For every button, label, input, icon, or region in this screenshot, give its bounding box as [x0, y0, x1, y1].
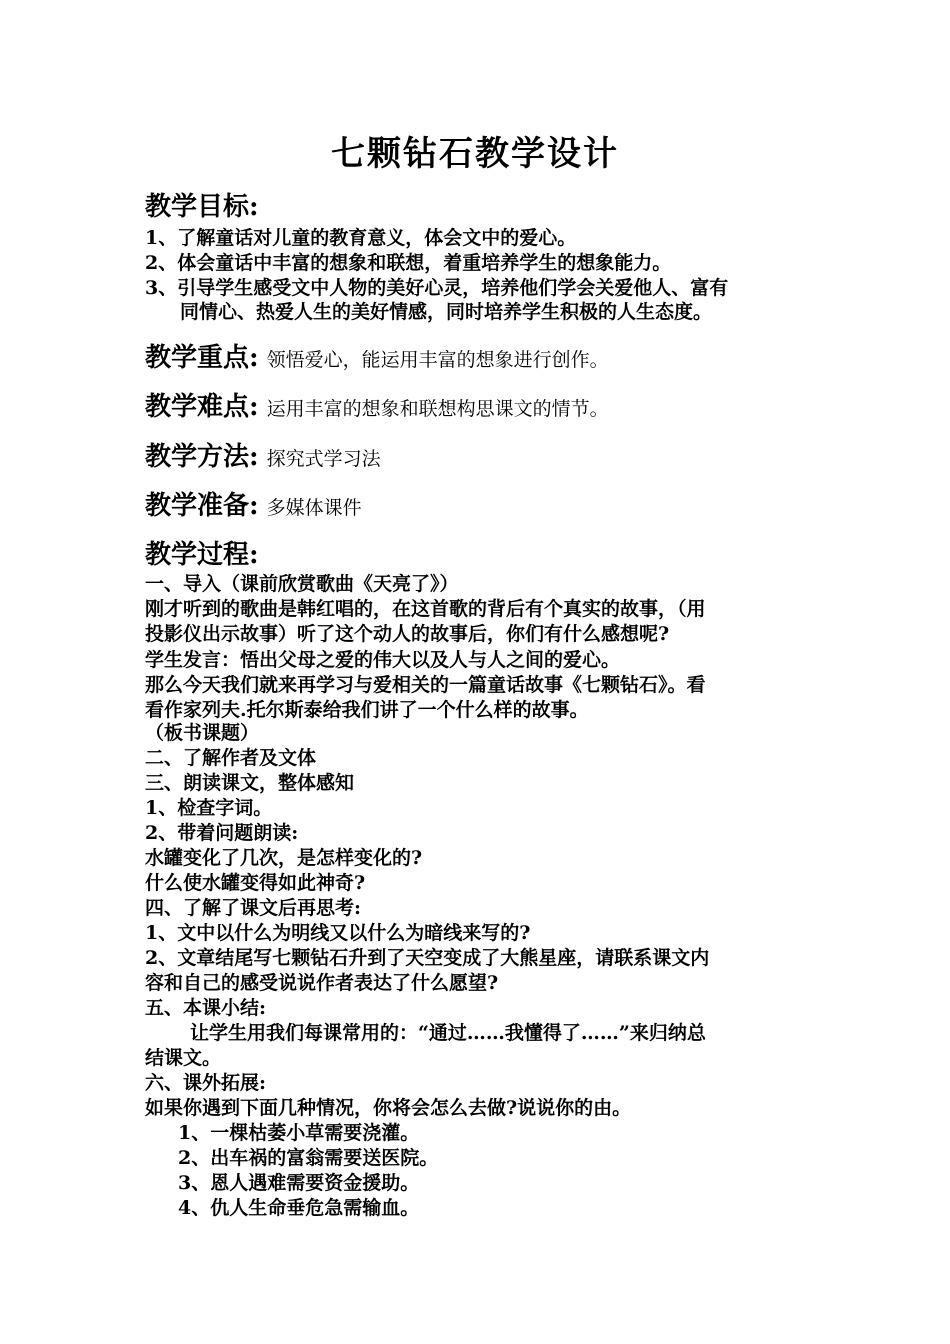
method-row: [145, 436, 381, 473]
process-line: 投影仪出示故事）听了这个动人的故事后，你们有什么感想呢?: [145, 623, 670, 645]
goal-item: 2、体会童话中丰富的想象和联想，着重培养学生的想象能力。: [145, 252, 672, 274]
difficulty-text: 运用丰富的想象和联想构思课文的情节。: [266, 398, 609, 420]
process-line: 什么使水罐变得如此神奇?: [145, 872, 366, 894]
process-line: 2、出车祸的富翁需要送医院。: [178, 1147, 439, 1169]
key-point-text: 领悟爱心，能运用丰富的想象进行创作。: [266, 349, 609, 371]
goals-heading: 教学目标:: [145, 192, 259, 222]
process-line: 3、恩人遇难需要资金援助。: [178, 1172, 420, 1194]
preparation-text: 多媒体课件: [266, 497, 362, 519]
process-line: 那么今天我们就来再学习与爱相关的一篇童话故事《七颗钻石》。看: [145, 674, 706, 696]
process-line: 1、文中以什么为明线又以什么为暗线来写的?: [145, 922, 531, 944]
process-line: 2、文章结尾写七颗钻石升到了天空变成了大熊星座，请联系课文内: [145, 947, 710, 969]
process-line: 结课文。: [145, 1047, 222, 1069]
process-line: 看作家列夫.托尔斯泰给我们讲了一个什么样的故事。: [145, 699, 589, 721]
goal-item: 3、引导学生感受文中人物的美好心灵，培养他们学会关爱他人、富有: [145, 277, 729, 299]
process-line: 四、了解了课文后再思考:: [145, 897, 362, 919]
process-line: 让学生用我们每课常用的：“通过……我懂得了……”来归纳总: [190, 1022, 706, 1044]
goal-item: 同情心、热爱人生的美好情感，同时培养学生积极的人生态度。: [180, 301, 713, 323]
process-line: （板书课题）: [145, 722, 260, 744]
process-line: 刚才听到的歌曲是韩红唱的，在这首歌的背后有个真实的故事，（用: [145, 598, 706, 620]
document-title: 七颗钻石教学设计: [331, 134, 619, 174]
preparation-heading: 教学准备:: [145, 491, 259, 521]
process-line: 六、课外拓展:: [145, 1072, 267, 1094]
process-line: 一、导入（课前欣赏歌曲《天亮了》）: [145, 573, 459, 595]
process-line: 1、检查字词。: [145, 797, 273, 819]
process-line: 4、仇人生命垂危急需输血。: [178, 1197, 420, 1219]
process-line: 容和自己的感受说说作者表达了什么愿望?: [145, 972, 499, 994]
process-line: 学生发言：悟出父母之爱的伟大以及人与人之间的爱心。: [145, 649, 621, 671]
process-line: 五、本课小结:: [145, 997, 267, 1019]
key-point-heading: 教学重点:: [145, 343, 259, 373]
process-line: 二、了解作者及文体: [145, 747, 317, 769]
method-text: 探究式学习法: [266, 448, 381, 470]
process-line: 1、一棵枯萎小草需要浇灌。: [178, 1122, 420, 1144]
process-line: 水罐变化了几次，是怎样变化的?: [145, 847, 423, 869]
process-line: 如果你遇到下面几种情况，你将会怎么去做?说说你的由。: [145, 1097, 632, 1119]
preparation-row: [145, 485, 362, 522]
process-heading: 教学过程:: [145, 540, 259, 570]
difficulty-row: [145, 386, 609, 423]
difficulty-heading: 教学难点:: [145, 392, 259, 422]
process-line: 2、带着问题朗读:: [145, 822, 299, 844]
key-point-row: [145, 337, 609, 374]
process-line: 三、朗读课文，整体感知: [145, 772, 355, 794]
method-heading: 教学方法:: [145, 442, 259, 472]
goal-item: 1、了解童话对儿童的教育意义，体会文中的爱心。: [145, 227, 577, 249]
